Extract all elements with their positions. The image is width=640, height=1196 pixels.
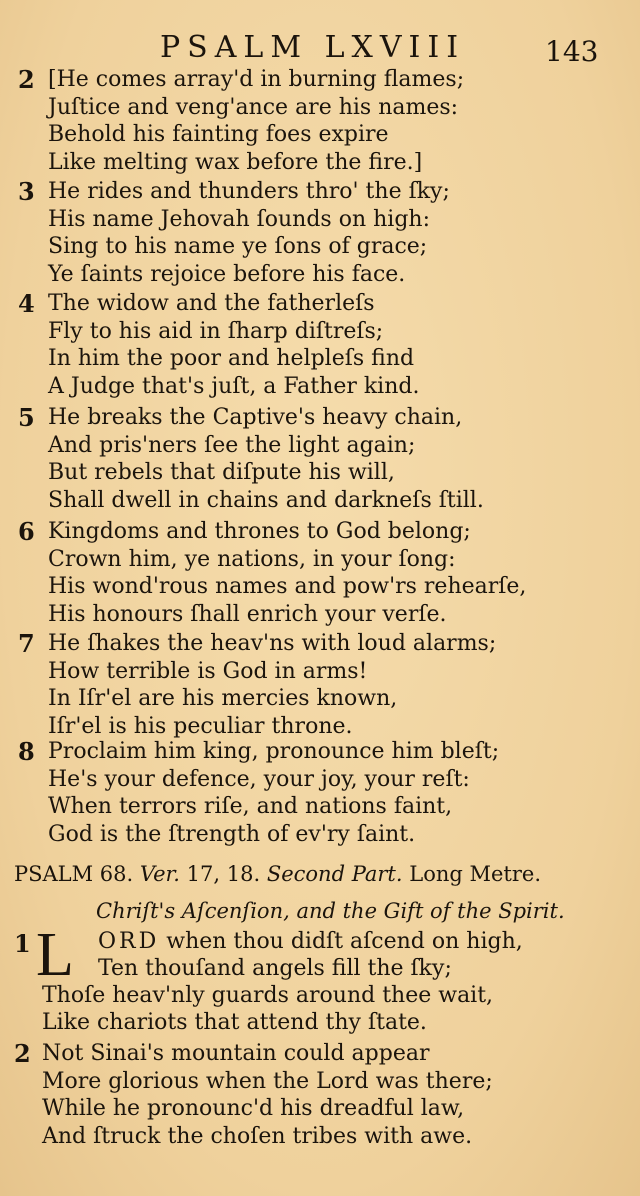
- psalm-label: PSALM 68.: [14, 862, 134, 886]
- stanza-lines: [48, 518, 628, 628]
- verse-line: And ſtruck the choſen tribes with awe.: [42, 1123, 473, 1149]
- verse-line: He ſhakes the heav'ns with loud alarms;: [48, 631, 497, 656]
- verse-line: Like melting wax before the fire.]: [48, 149, 423, 175]
- verse-line: He's your defence, your joy, your reſt:: [48, 766, 470, 792]
- verse-line: His wond'rous names and pow'rs rehearſe,: [48, 574, 527, 599]
- stanza-lines: [42, 1040, 622, 1150]
- stanza-number: 2: [18, 65, 35, 94]
- metre-label: Long Metre.: [409, 862, 541, 886]
- verse-line: Ten thouſand angels fill the ſky;: [98, 956, 452, 981]
- running-head-title: PSALM LXVIII: [160, 30, 466, 65]
- verse-line: Crown him, ye nations, in your ſong:: [48, 546, 456, 572]
- verse-line: Proclaim him king, pronounce him bleſt;: [48, 739, 500, 764]
- stanza-number: 1: [14, 929, 31, 958]
- stanza-number: 3: [18, 177, 35, 206]
- verse-line: More glorious when the Lord was there;: [42, 1068, 493, 1094]
- part-label: Second Part.: [266, 862, 403, 886]
- verse-line: He breaks the Captive's heavy chain,: [48, 405, 463, 430]
- stanza-lines: [48, 404, 628, 514]
- verse-line: Not Sinai's mountain could appear: [42, 1041, 430, 1066]
- verse-line: Shall dwell in chains and darkneſs ſtill.: [48, 487, 484, 513]
- verse-line: Behold his fainting foes expire: [48, 122, 389, 147]
- verse-line: In Iſr'el are his mercies known,: [48, 686, 398, 711]
- verse-line: A Judge that's juſt, a Father kind.: [48, 373, 420, 399]
- stanza-number: 8: [18, 737, 35, 766]
- stanza-number: 4: [18, 289, 35, 318]
- stanza-number: 5: [18, 403, 35, 432]
- stanza-lines: [48, 738, 628, 848]
- drop-capital: L: [36, 921, 74, 989]
- verse-line: While he pronounc'd his dreadful law,: [42, 1096, 465, 1121]
- verse-line: [He comes array'd in burning flames;: [48, 67, 465, 92]
- verse-line: And pris'ners ſee the light again;: [48, 432, 416, 458]
- part-two-subtitle: Chriſt's Aſcenſion, and the Gift of the Spirit.: [96, 899, 565, 923]
- verse-line: How terrible is God in arms!: [48, 658, 368, 684]
- verse-line: God is the ſtrength of ev'ry ſaint.: [48, 821, 416, 847]
- verse-line: When terrors riſe, and nations faint,: [48, 794, 453, 819]
- first-line-rest: when thou didſt aſcend on high,: [166, 929, 523, 954]
- verse-line: Fly to his aid in ſharp diſtreſs;: [48, 318, 384, 344]
- stanza-number: 6: [18, 517, 35, 546]
- verse-line: Ye ſaints rejoice before his face.: [48, 261, 406, 287]
- stanza-number: 7: [18, 629, 35, 658]
- part-two-heading: [14, 860, 624, 888]
- verse-line: The widow and the fatherleſs: [48, 291, 375, 316]
- verses-label: Ver.: [139, 862, 180, 886]
- verse-line: In him the poor and helpleſs find: [48, 346, 415, 371]
- verse-line: Like chariots that attend thy ſtate.: [42, 1010, 427, 1035]
- stanza-lines: [48, 66, 628, 176]
- stanza-number: 2: [14, 1039, 31, 1068]
- page-number: 143: [545, 35, 599, 68]
- verse-line: Thoſe heav'nly guards around thee wait,: [42, 983, 494, 1008]
- verse-line: But rebels that diſpute his will,: [48, 460, 395, 485]
- verse-line: He rides and thunders thro' the ſky;: [48, 179, 450, 204]
- verse-line: Juſtice and veng'ance are his names:: [48, 94, 459, 120]
- verse-line: His honours ſhall enrich your verſe.: [48, 601, 447, 627]
- verse-line: [98, 928, 523, 956]
- verses-numbers: 17, 18.: [186, 862, 261, 886]
- first-line-caps: ORD: [98, 929, 160, 954]
- verse-line: Kingdoms and thrones to God belong;: [48, 519, 471, 544]
- verse-line: Sing to his name ye ſons of grace;: [48, 234, 428, 259]
- verse-line: His name Jehovah ſounds on high:: [48, 206, 430, 232]
- verse-line: Iſr'el is his peculiar throne.: [48, 713, 353, 739]
- stanza-lines: [48, 178, 628, 288]
- stanza-lines: [48, 630, 628, 740]
- stanza-lines: [48, 290, 628, 400]
